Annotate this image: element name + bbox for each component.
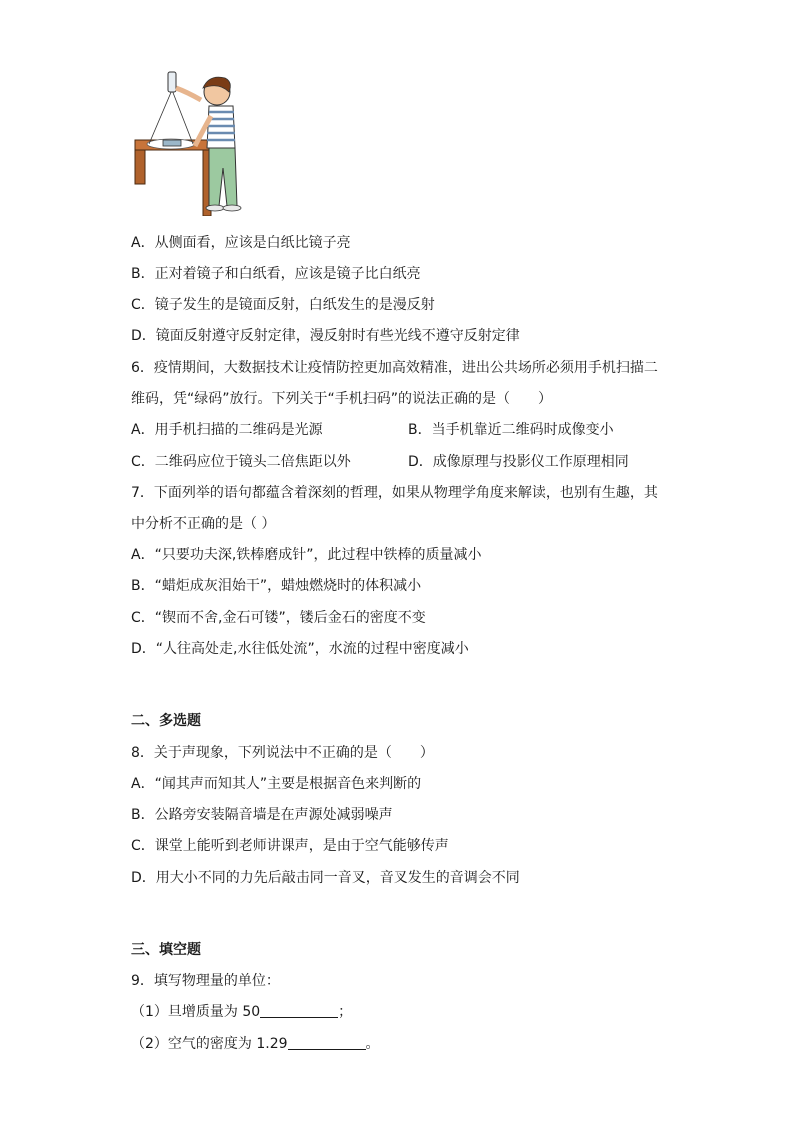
q9-sub2	[131, 1034, 380, 1054]
q9-sub2-suffix: 。	[365, 1036, 380, 1052]
q9-sub1-blank	[260, 1003, 338, 1018]
q6-stem-line2: 维码，凭“绿码”放行。下列关于“手机扫码”的说法正确的是（ ）	[131, 391, 553, 407]
q7-stem-line1: 7．下面列举的语句都蕴含着深刻的哲理，如果从物理学角度来解读，也别有生趣，其	[131, 485, 658, 501]
q7-option-c: C．“锲而不舍,金石可镂”，镂后金石的密度不变	[131, 610, 426, 626]
q9-sub1-suffix: ；	[338, 1004, 353, 1020]
boy-with-flashlight-mirror-illustration	[131, 68, 261, 216]
q8-option-b: B．公路旁安装隔音墙是在声源处减弱噪声	[131, 807, 393, 823]
q9-sub1-prefix: （1）旦增质量为 50	[131, 1004, 261, 1020]
q5-option-b: B．正对着镜子和白纸看，应该是镜子比白纸亮	[131, 266, 421, 282]
q5-option-c: C．镜子发生的是镜面反射，白纸发生的是漫反射	[131, 297, 435, 313]
q9-sub2-blank	[288, 1035, 366, 1050]
q8-option-a: A．“闻其声而知其人”主要是根据音色来判断的	[131, 776, 422, 792]
q6-option-c: C．二维码应位于镜头二倍焦距以外	[131, 454, 351, 470]
q7-option-a: A．“只要功夫深,铁棒磨成针”，此过程中铁棒的质量减小	[131, 547, 482, 563]
section-2-heading: 二、多选题	[131, 713, 201, 729]
q6-stem-line1: 6．疫情期间，大数据技术让疫情防控更加高效精准，进出公共场所必须用手机扫描二	[131, 360, 658, 376]
q8-option-c: C．课堂上能听到老师讲课声，是由于空气能够传声	[131, 838, 449, 854]
q6-option-b: B．当手机靠近二维码时成像变小	[408, 422, 614, 438]
q7-option-d: D．“人往高处走,水往低处流”，水流的过程中密度减小	[131, 641, 469, 657]
q9-sub2-prefix: （2）空气的密度为 1.29	[131, 1036, 288, 1052]
section-3-heading: 三、填空题	[131, 942, 201, 958]
q5-option-d: D．镜面反射遵守反射定律，漫反射时有些光线不遵守反射定律	[131, 328, 520, 344]
q8-stem: 8．关于声现象，下列说法中不正确的是（ ）	[131, 745, 434, 761]
q6-option-d: D．成像原理与投影仪工作原理相同	[408, 454, 629, 470]
q5-option-a: A．从侧面看，应该是白纸比镜子亮	[131, 235, 351, 251]
q9-stem: 9．填写物理量的单位：	[131, 973, 280, 989]
q9-sub1	[131, 1002, 352, 1022]
q6-option-a: A．用手机扫描的二维码是光源	[131, 422, 323, 438]
q7-option-b: B．“蜡炬成灰泪始干”，蜡烛燃烧时的体积减小	[131, 578, 422, 594]
q8-option-d: D．用大小不同的力先后敲击同一音叉，音叉发生的音调会不同	[131, 870, 520, 886]
q7-stem-line2: 中分析不正确的是（ ）	[131, 516, 276, 532]
